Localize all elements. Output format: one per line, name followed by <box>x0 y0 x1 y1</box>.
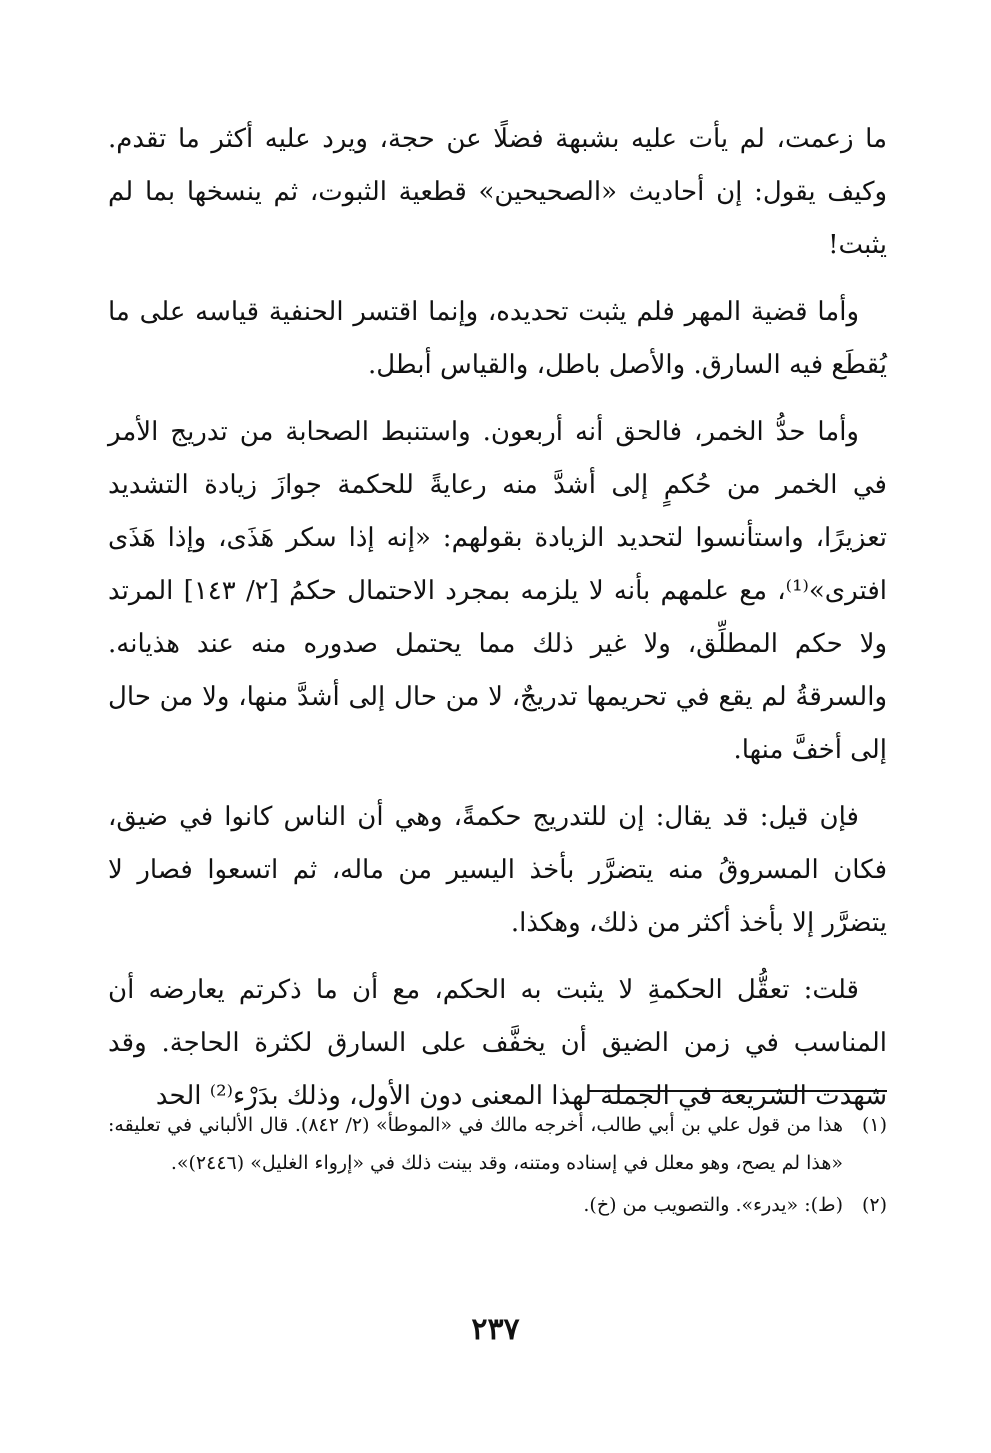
footnote-text: هذا من قول علي بن أبي طالب، أخرجه مالك في «الموطأ» (٢/ ٨٤٢). قال الألباني في تعليقه: «هذا لم يصح، وهو معلل في إسناده ومتنه، وقد بينت ذلك في «إرواء الغليل» (٢٤٤٦)». <box>108 1114 843 1174</box>
footnote-marker: (١) <box>861 1114 887 1136</box>
paragraph: قلت: تعقُّل الحكمةِ لا يثبت به الحكم، مع أن ما ذكرتم يعارضه أن المناسب في زمن الضيق أن يخفَّف على السارق لكثرة الحاجة. وقد شهدت الشريعة في الجملة لهذا المعنى دون الأول، وذلك بدَرْء⁽²⁾ الحد <box>108 975 887 1111</box>
paragraph: ما زعمت، لم يأت عليه بشبهة فضلًا عن حجة، ويرد عليه أكثر ما تقدم. وكيف يقول: إن أحاديث «الصحيحين» قطعية الثبوت، ثم ينسخها بما لم يثبت! <box>108 124 888 260</box>
footnote-marker: (٢) <box>861 1194 887 1216</box>
footnote <box>108 1186 887 1224</box>
paragraph: فإن قيل: قد يقال: إن للتدريج حكمةً، وهي أن الناس كانوا في ضيق، فكان المسروقُ منه يتضرَّر بأخذ اليسير من ماله، ثم اتسعوا فصار لا يتضرَّر إلا بأخذ أكثر من ذلك، وهكذا. <box>108 802 887 938</box>
paragraph: وأما قضية المهر فلم يثبت تحديده، وإنما اقتسر الحنفية قياسه على ما يُقطَع فيه السارق. والأصل باطل، والقياس أبطل. <box>108 297 887 380</box>
footnote-separator <box>588 1090 887 1092</box>
page-number: ٢٣٧ <box>471 1312 520 1347</box>
footnote <box>108 1106 887 1182</box>
footnote-text: (ط): «يدرء». والتصويب من (خ). <box>583 1194 843 1216</box>
main-text <box>108 113 887 1137</box>
paragraph: وأما حدُّ الخمر، فالحق أنه أربعون. واستنبط الصحابة من تدريج الأمر في الخمر من حُكمٍ إلى أشدَّ منه رعايةً للحكمة جوازَ زيادة التشديد تعزيرًا، واستأنسوا لتحديد الزيادة بقولهم: «إنه إذا سكر هَذَى، وإذا هَذَى افترى»⁽¹⁾، مع علمهم بأنه لا يلزمه بمجرد الاحتمال حكمُ [٢/ ١٤٣] المرتد ولا حكم المطلِّق، ولا غير ذلك مما يحتمل صدوره منه عند هذيانه. والسرقةُ لم يقع في تحريمها تدريجٌ، لا من حال إلى أشدَّ منها، ولا من حال إلى أخفَّ منها. <box>108 417 887 765</box>
footnotes <box>108 1106 887 1228</box>
